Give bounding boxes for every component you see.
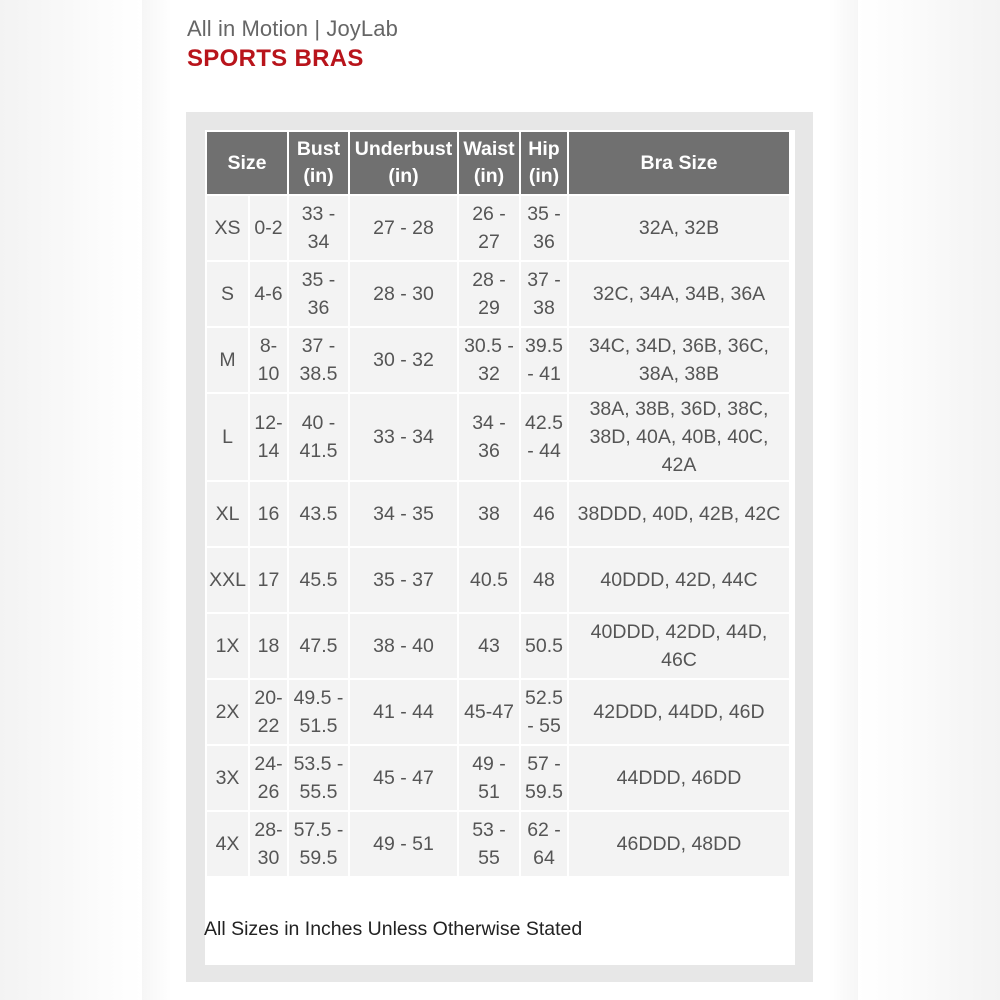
cell-numeric-size-line: 20-: [254, 687, 283, 709]
cell-numeric-size-line: 14: [257, 440, 280, 462]
cell-hip-line: 37 -: [527, 269, 561, 291]
cell-bra-size: [569, 614, 789, 678]
cell-bust-line: 53.5 -: [293, 753, 344, 775]
cell-bust: [289, 196, 348, 260]
cell-bra-size: [569, 812, 789, 876]
cell-waist-line: 28 -: [472, 269, 506, 291]
cell-bra-size: [569, 196, 789, 260]
cell-hip-line: 48: [533, 569, 555, 591]
table-row: [207, 614, 789, 678]
cell-waist-line: 53 -: [472, 819, 506, 841]
cell-waist-line: 30.5 -: [464, 335, 514, 357]
cell-hip: [521, 196, 567, 260]
table-row: [207, 812, 789, 876]
cell-underbust-line: 41 - 44: [373, 701, 434, 723]
cell-underbust-line: 38 - 40: [373, 635, 434, 657]
cell-hip-line: 46: [533, 503, 555, 525]
cell-numeric-size-line: 0-2: [254, 217, 283, 239]
footnote: All Sizes in Inches Unless Otherwise Stated: [204, 918, 583, 940]
cell-underbust-line: 30 - 32: [373, 349, 434, 371]
header-waist-label: Waist: [463, 138, 515, 160]
cell-numeric-size: [250, 394, 287, 480]
header-underbust: [350, 132, 457, 194]
cell-size: XL: [207, 482, 248, 546]
header-hip: [521, 132, 567, 194]
cell-bust-line: 55.5: [299, 781, 338, 803]
cell-waist: [459, 746, 519, 810]
cell-hip: [521, 328, 567, 392]
cell-bra-size-line: 42A: [661, 454, 697, 476]
table-body: [207, 196, 789, 876]
cell-bust-line: 36: [307, 297, 330, 319]
header-bust-unit: (in): [303, 165, 334, 187]
cell-bust-line: 51.5: [299, 715, 338, 737]
size-chart-table: [205, 130, 791, 878]
cell-hip-line: - 55: [527, 715, 561, 737]
cell-waist-line: 43: [478, 635, 500, 657]
header-hip-unit: (in): [528, 165, 560, 187]
cell-numeric-size: [250, 262, 287, 326]
cell-waist-line: 49 -: [472, 753, 506, 775]
cell-waist: [459, 680, 519, 744]
cell-bust: [289, 262, 348, 326]
cell-bra-size-line: 34C, 34D, 36B, 36C,: [589, 335, 769, 357]
cell-bust-line: 47.5: [299, 635, 338, 657]
cell-hip: [521, 746, 567, 810]
cell-numeric-size: [250, 680, 287, 744]
cell-numeric-size-line: 18: [257, 635, 280, 657]
cell-numeric-size: [250, 482, 287, 546]
cell-bra-size: [569, 328, 789, 392]
cell-waist: [459, 482, 519, 546]
cell-bust: [289, 394, 348, 480]
header-bust-label: Bust: [296, 138, 341, 160]
cell-hip-line: 38: [533, 297, 555, 319]
cell-underbust: [350, 614, 457, 678]
header-bra-size: Bra Size: [569, 132, 789, 194]
cell-size: 3X: [207, 746, 248, 810]
cell-waist-line: 32: [478, 363, 500, 385]
cell-numeric-size: [250, 196, 287, 260]
cell-size: M: [207, 328, 248, 392]
header-waist-unit: (in): [473, 165, 505, 187]
cell-underbust-line: 27 - 28: [373, 217, 434, 239]
cell-bra-size: [569, 548, 789, 612]
cell-waist-line: 36: [478, 440, 500, 462]
cell-underbust: [350, 394, 457, 480]
cell-waist-line: 45-47: [464, 701, 514, 723]
cell-bust: [289, 548, 348, 612]
cell-waist-line: 38: [478, 503, 500, 525]
cell-bra-size-line: 46DDD, 48DD: [616, 833, 742, 855]
cell-waist-line: 40.5: [470, 569, 508, 591]
cell-hip-line: 62 -: [527, 819, 561, 841]
cell-underbust: [350, 328, 457, 392]
table-row: [207, 262, 789, 326]
cell-underbust: [350, 482, 457, 546]
cell-bust-line: 38.5: [299, 363, 338, 385]
cell-underbust-line: 33 - 34: [373, 426, 434, 448]
cell-bust-line: 49.5 -: [293, 687, 344, 709]
cell-bra-size: [569, 394, 789, 480]
cell-hip-line: 39.5: [525, 335, 563, 357]
cell-numeric-size-line: 30: [257, 847, 280, 869]
cell-size: 2X: [207, 680, 248, 744]
table-header-row: [207, 132, 789, 194]
cell-bra-size-line: 42DDD, 44DD, 46D: [593, 701, 765, 723]
cell-bust-line: 34: [307, 231, 330, 253]
cell-underbust-line: 45 - 47: [373, 767, 434, 789]
brand-name: All in Motion | JoyLab: [187, 16, 398, 41]
cell-numeric-size: [250, 812, 287, 876]
cell-bra-size-line: 38DDD, 40D, 42B, 42C: [577, 503, 781, 525]
left-edge-shadow: [142, 0, 172, 1000]
cell-hip-line: 50.5: [525, 635, 563, 657]
cell-numeric-size: [250, 746, 287, 810]
cell-numeric-size-line: 4-6: [254, 283, 283, 305]
cell-hip-line: 59.5: [525, 781, 563, 803]
cell-underbust-line: 34 - 35: [373, 503, 434, 525]
cell-bra-size-line: 38A, 38B, 36D, 38C,: [589, 398, 769, 420]
cell-size: 1X: [207, 614, 248, 678]
header-hip-label: Hip: [528, 138, 560, 160]
cell-waist-line: 26 -: [472, 203, 506, 225]
cell-underbust: [350, 812, 457, 876]
header-underbust-unit: (in): [388, 165, 419, 187]
header-size: Size: [207, 132, 287, 194]
cell-numeric-size-line: 17: [257, 569, 280, 591]
cell-bra-size-line: 40DDD, 42DD, 44D,: [590, 621, 768, 643]
cell-hip-line: 42.5: [525, 412, 563, 434]
cell-size: 4X: [207, 812, 248, 876]
cell-numeric-size: [250, 328, 287, 392]
cell-hip-line: - 41: [527, 363, 561, 385]
cell-waist: [459, 196, 519, 260]
cell-hip-line: 52.5: [525, 687, 563, 709]
cell-bra-size-line: 38D, 40A, 40B, 40C,: [589, 426, 769, 448]
cell-size: XS: [207, 196, 248, 260]
cell-hip: [521, 614, 567, 678]
table-row: [207, 394, 789, 480]
cell-underbust: [350, 548, 457, 612]
table-row: [207, 548, 789, 612]
cell-hip-line: 35 -: [527, 203, 561, 225]
cell-bra-size-line: 44DDD, 46DD: [616, 767, 742, 789]
cell-waist-line: 34 -: [472, 412, 506, 434]
cell-bra-size: [569, 746, 789, 810]
cell-bust: [289, 680, 348, 744]
cell-hip-line: 64: [533, 847, 555, 869]
cell-waist: [459, 812, 519, 876]
cell-waist-line: 27: [478, 231, 500, 253]
cell-bra-size-line: 46C: [661, 649, 697, 671]
cell-waist: [459, 394, 519, 480]
cell-bra-size-line: 40DDD, 42D, 44C: [600, 569, 758, 591]
cell-bust-line: 37 -: [301, 335, 336, 357]
cell-numeric-size-line: 22: [257, 715, 280, 737]
table-row: [207, 746, 789, 810]
cell-waist: [459, 262, 519, 326]
cell-bust: [289, 614, 348, 678]
header-bust: [289, 132, 348, 194]
table-row: [207, 482, 789, 546]
header-underbust-label: Underbust: [354, 138, 453, 160]
cell-bust: [289, 746, 348, 810]
cell-size: L: [207, 394, 248, 480]
cell-numeric-size-line: 24-: [254, 753, 283, 775]
cell-numeric-size-line: 28-: [254, 819, 283, 841]
cell-bust: [289, 328, 348, 392]
cell-waist: [459, 328, 519, 392]
cell-underbust-line: 49 - 51: [373, 833, 434, 855]
cell-bust-line: 59.5: [299, 847, 338, 869]
cell-underbust: [350, 680, 457, 744]
cell-bust: [289, 482, 348, 546]
cell-bust-line: 40 -: [301, 412, 336, 434]
cell-size: XXL: [207, 548, 248, 612]
cell-bra-size: [569, 482, 789, 546]
cell-bra-size: [569, 262, 789, 326]
cell-numeric-size-line: 16: [257, 503, 280, 525]
cell-hip-line: 57 -: [527, 753, 561, 775]
cell-numeric-size: [250, 548, 287, 612]
cell-underbust: [350, 746, 457, 810]
cell-hip: [521, 482, 567, 546]
cell-numeric-size-line: 26: [257, 781, 280, 803]
cell-bust-line: 57.5 -: [293, 819, 344, 841]
header-waist: [459, 132, 519, 194]
cell-underbust: [350, 262, 457, 326]
section-title: SPORTS BRAS: [187, 45, 364, 72]
cell-bust-line: 43.5: [299, 503, 338, 525]
cell-waist-line: 29: [478, 297, 500, 319]
cell-waist-line: 55: [478, 847, 500, 869]
cell-bust-line: 41.5: [299, 440, 338, 462]
cell-size: S: [207, 262, 248, 326]
cell-waist: [459, 548, 519, 612]
cell-bra-size: [569, 680, 789, 744]
right-edge-shadow: [828, 0, 858, 1000]
cell-underbust: [350, 196, 457, 260]
cell-hip: [521, 394, 567, 480]
cell-hip-line: - 44: [527, 440, 561, 462]
cell-numeric-size-line: 8-: [259, 335, 278, 357]
cell-bra-size-line: 32A, 32B: [638, 217, 720, 239]
table-row: [207, 196, 789, 260]
cell-bust: [289, 812, 348, 876]
table-row: [207, 680, 789, 744]
table-row: [207, 328, 789, 392]
cell-bra-size-line: 32C, 34A, 34B, 36A: [592, 283, 766, 305]
cell-numeric-size: [250, 614, 287, 678]
cell-waist: [459, 614, 519, 678]
cell-bust-line: 35 -: [301, 269, 336, 291]
cell-underbust-line: 28 - 30: [373, 283, 434, 305]
cell-numeric-size-line: 12-: [254, 412, 283, 434]
cell-hip: [521, 680, 567, 744]
cell-underbust-line: 35 - 37: [373, 569, 434, 591]
cell-hip: [521, 812, 567, 876]
cell-waist-line: 51: [478, 781, 500, 803]
cell-hip-line: 36: [533, 231, 555, 253]
cell-numeric-size-line: 10: [257, 363, 280, 385]
cell-bust-line: 45.5: [299, 569, 338, 591]
cell-bra-size-line: 38A, 38B: [638, 363, 720, 385]
cell-bust-line: 33 -: [301, 203, 336, 225]
cell-hip: [521, 548, 567, 612]
cell-hip: [521, 262, 567, 326]
